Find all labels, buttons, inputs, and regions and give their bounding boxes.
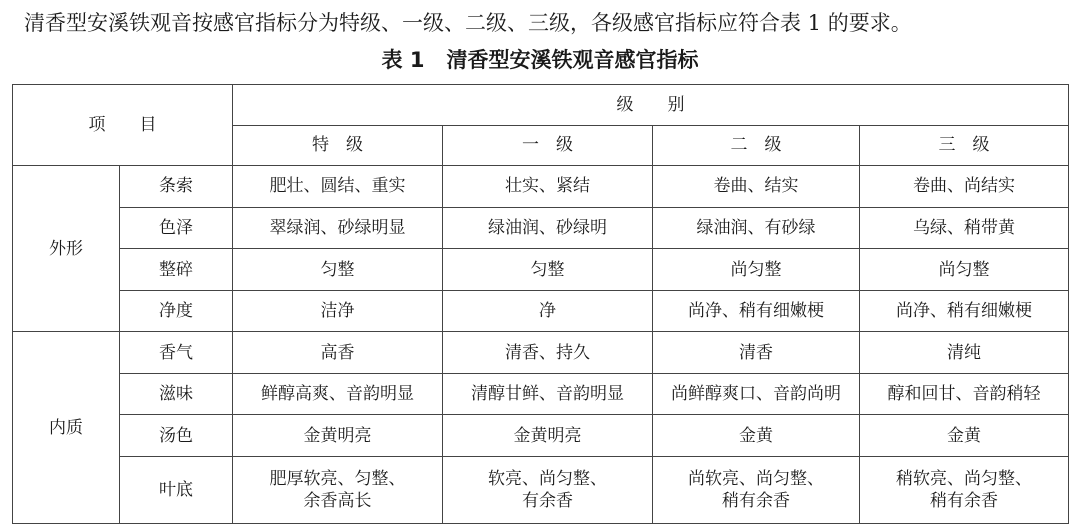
group-label: 外形 [13,166,120,332]
table-row [13,373,1069,415]
table-row [13,457,1069,524]
header-row-1 [13,85,1069,126]
grade-header: 级 别 [233,85,1069,126]
grade-col-header: 二 级 [653,125,860,166]
table-cell: 翠绿润、砂绿明显 [233,207,443,249]
table-row [13,415,1069,457]
table-cell: 尚匀整 [653,249,860,291]
table-row [13,332,1069,374]
cell-line: 尚软亮、尚匀整、 [688,469,824,490]
table-title: 清香型安溪铁观音感官指标 [446,48,699,72]
table-cell: 高香 [233,332,443,374]
table-cell: 匀整 [233,249,443,291]
table-row [13,207,1069,249]
table-cell: 绿油润、砂绿明 [443,207,653,249]
table-cell: 净 [443,290,653,332]
table-cell: 金黄 [860,415,1069,457]
table-cell: 匀整 [443,249,653,291]
cell-line: 余香高长 [303,491,372,512]
item-label: 叶底 [120,457,233,524]
table-cell: 壮实、紧结 [443,166,653,208]
table-cell: 清醇甘鲜、音韵明显 [443,373,653,415]
table-cell [653,457,860,524]
cell-line: 有余香 [522,491,573,512]
item-label: 条索 [120,166,233,208]
item-label: 整碎 [120,249,233,291]
item-header: 项 目 [13,85,233,166]
table-row [13,166,1069,208]
cell-line: 稍软亮、尚匀整、 [896,469,1032,490]
table-cell [443,457,653,524]
table-cell: 尚净、稍有细嫩梗 [860,290,1069,332]
table-cell: 卷曲、尚结实 [860,166,1069,208]
cell-line: 稍有余香 [930,491,998,512]
table-number: 表 1 [381,48,425,72]
sensory-index-table [12,84,1069,524]
table-cell: 醇和回甘、音韵稍轻 [860,373,1069,415]
intro-paragraph: 清香型安溪铁观音按感官指标分为特级、一级、二级、三级，各级感官指标应符合表 1 的要求。 [24,11,912,35]
table-cell [233,457,443,524]
item-label: 净度 [120,290,233,332]
cell-line: 稍有余香 [722,491,790,512]
table-cell: 金黄明亮 [443,415,653,457]
item-label: 色泽 [120,207,233,249]
table-cell [860,457,1069,524]
group-label: 内质 [13,332,120,524]
item-label: 滋味 [120,373,233,415]
table-cell: 金黄明亮 [233,415,443,457]
table-cell: 肥壮、圆结、重实 [233,166,443,208]
table-cell: 清纯 [860,332,1069,374]
table-cell: 尚匀整 [860,249,1069,291]
table-cell: 鲜醇高爽、音韵明显 [233,373,443,415]
cell-line: 软亮、尚匀整、 [488,469,607,490]
table-row [13,249,1069,291]
table-cell: 尚净、稍有细嫩梗 [653,290,860,332]
table-cell: 乌绿、稍带黄 [860,207,1069,249]
table-caption [0,44,1080,74]
table-cell: 绿油润、有砂绿 [653,207,860,249]
item-label: 汤色 [120,415,233,457]
table-cell: 金黄 [653,415,860,457]
grade-col-header: 三 级 [860,125,1069,166]
grade-col-header: 一 级 [443,125,653,166]
table-cell: 卷曲、结实 [653,166,860,208]
grade-col-header: 特 级 [233,125,443,166]
table-cell: 清香、持久 [443,332,653,374]
cell-line: 肥厚软亮、匀整、 [269,469,406,490]
item-label: 香气 [120,332,233,374]
table-cell: 清香 [653,332,860,374]
table-row [13,290,1069,332]
table-cell: 尚鲜醇爽口、音韵尚明 [653,373,860,415]
table-cell: 洁净 [233,290,443,332]
